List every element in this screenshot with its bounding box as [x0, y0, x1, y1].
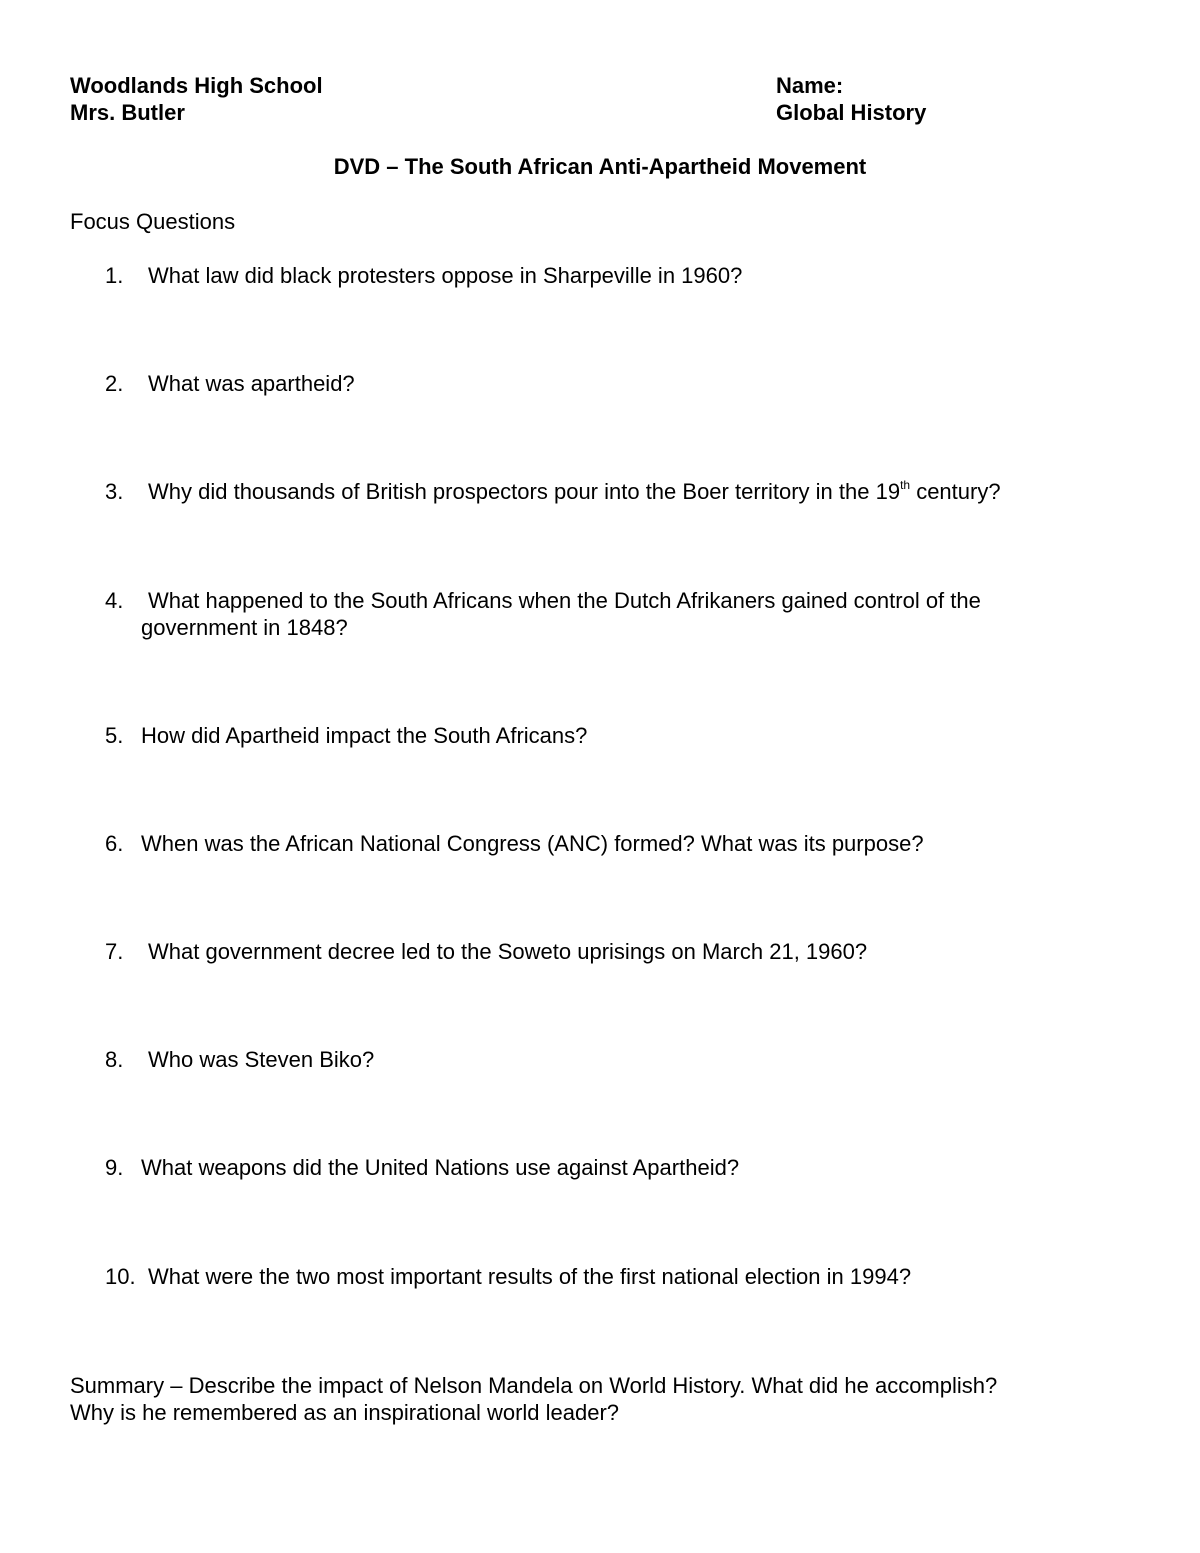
- question-text-continued: government in 1848?: [141, 615, 348, 640]
- question-number: 5.: [105, 723, 124, 748]
- question-number: 6.: [105, 831, 124, 856]
- summary-prompt-continued: Why is he remembered as an inspirational world leader?: [70, 1400, 620, 1425]
- question-text: Who was Steven Biko?: [148, 1047, 375, 1072]
- ordinal-suffix: th: [900, 478, 911, 492]
- question-number: 7.: [105, 939, 124, 964]
- question-number: 4.: [105, 588, 124, 613]
- course-name: Global History: [776, 100, 927, 125]
- section-label: Focus Questions: [70, 209, 236, 234]
- question-number: 2.: [105, 371, 124, 396]
- question-text: What happened to the South Africans when the Dutch Afrikaners gained control of the: [148, 588, 981, 613]
- question-text: What weapons did the United Nations use against Apartheid?: [141, 1155, 740, 1180]
- question-number: 9.: [105, 1155, 124, 1180]
- page-title: DVD – The South African Anti-Apartheid Movement: [333, 154, 867, 179]
- summary-prompt: Summary – Describe the impact of Nelson Mandela on World History. What did he accomplish?: [70, 1373, 998, 1398]
- question-text: How did Apartheid impact the South Africans?: [141, 723, 588, 748]
- question-text: What was apartheid?: [148, 371, 355, 396]
- question-text: What were the two most important results of the first national election in 1994?: [148, 1264, 912, 1289]
- question-number: 8.: [105, 1047, 124, 1072]
- question-text-part: Why did thousands of British prospectors pour into the Boer territory in the 19: [148, 479, 901, 504]
- student-name-label: Name:: [776, 73, 844, 98]
- teacher-name: Mrs. Butler: [70, 100, 185, 125]
- question-number: 1.: [105, 263, 124, 288]
- school-name: Woodlands High School: [70, 73, 323, 98]
- question-text: What government decree led to the Soweto uprisings on March 21, 1960?: [148, 939, 868, 964]
- question-text: When was the African National Congress (ANC) formed? What was its purpose?: [141, 831, 924, 856]
- question-number: 10.: [105, 1264, 136, 1289]
- question-text: [148, 478, 1001, 505]
- question-text-part: century?: [910, 479, 1001, 504]
- question-text: What law did black protesters oppose in Sharpeville in 1960?: [148, 263, 743, 288]
- question-number: 3.: [105, 479, 124, 504]
